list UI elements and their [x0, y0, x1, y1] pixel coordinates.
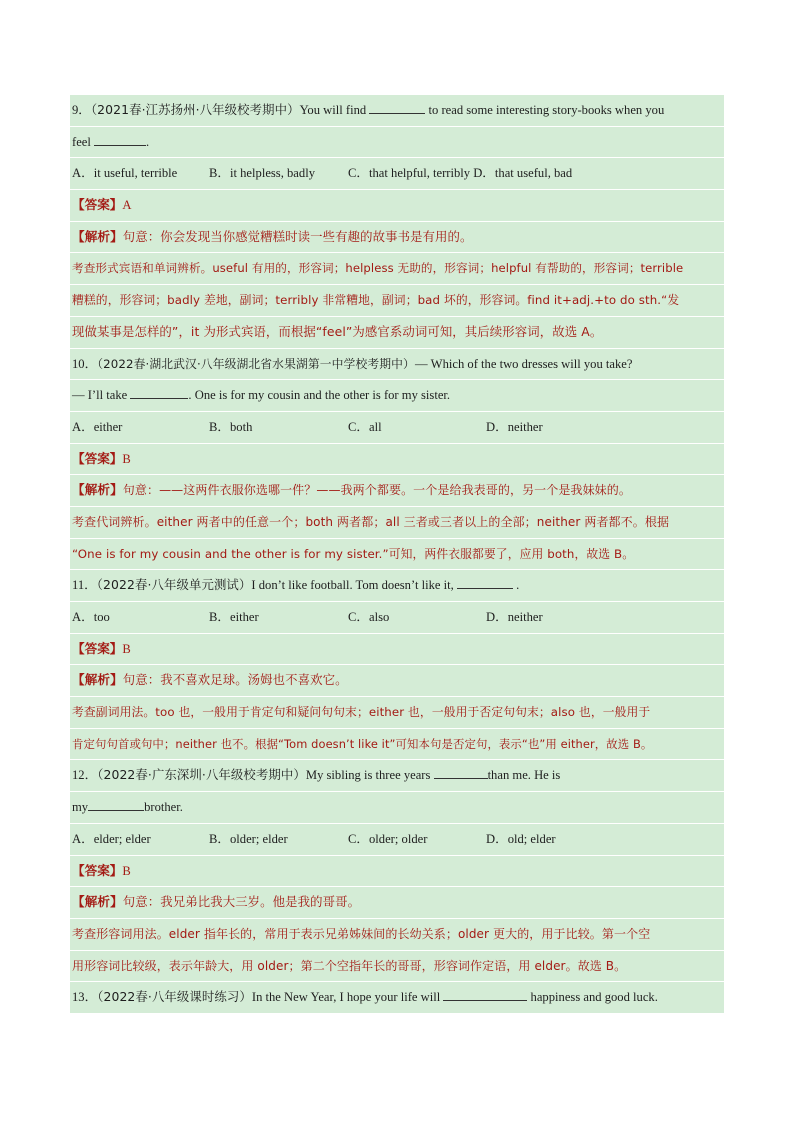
answer-value: A: [122, 198, 132, 213]
question-9-analysis-4: [70, 317, 724, 349]
stem-text: My sibling is three years: [305, 768, 431, 783]
question-12-analysis-2: [70, 919, 724, 951]
stem-text: to read some interesting story-books when you: [428, 103, 665, 117]
question-11-answer: [70, 634, 724, 666]
question-10-analysis-2: [70, 507, 724, 539]
stem-text: than me. He is: [487, 768, 561, 783]
question-9-options: [70, 158, 724, 190]
option-c-d: C．that helpful, terribly D．that useful, bad: [348, 166, 573, 181]
question-10-answer: [70, 444, 724, 476]
analysis-text: 现做某事是怎样的”，it 为形式宾语，而根据“feel”为感官系动词可知，其后续形容词，故选 A。: [72, 323, 603, 339]
question-9-analysis-2: [70, 253, 724, 285]
answer-tag: 【答案】: [72, 450, 123, 466]
question-number: 13．: [72, 990, 98, 1005]
stem-text: happiness and good luck.: [530, 990, 658, 1005]
question-11-analysis-1: [70, 665, 724, 697]
stem-text: brother.: [144, 800, 183, 815]
question-source: （2022春·湖北武汉·八年级湖北省水果湖第一中学校考期中）: [97, 356, 415, 371]
answer-blank: [434, 766, 488, 779]
question-source: （2022春·八年级课时练习）: [97, 989, 252, 1005]
analysis-text: 糟糕的，形容词；badly 差地，副词；terribly 非常糟地，副词；bad 坏的，形容词。find it+adj.+to do sth.“发: [72, 293, 680, 308]
option-a: A．too: [72, 610, 110, 624]
option-a: A．either: [72, 419, 123, 434]
question-12-analysis-1: [70, 887, 724, 919]
question-source: （2021春·江苏扬州·八年级校考期中）: [90, 102, 300, 117]
option-b: B．both: [209, 419, 253, 434]
analysis-tag: 【解析】: [72, 482, 123, 498]
question-12-stem-cont: [70, 792, 724, 824]
stem-text: . One is for my cousin and the other is for my sister.: [188, 388, 451, 403]
question-10-stem-cont: [70, 380, 724, 412]
question-9-stem: [70, 95, 724, 127]
option-b: B．it helpless, badly: [209, 166, 315, 181]
stem-text: feel: [72, 134, 91, 149]
question-11-analysis-3: [70, 729, 724, 761]
analysis-tag: 【解析】: [72, 672, 123, 688]
answer-tag: 【答案】: [72, 197, 123, 213]
stem-text: — Which of the two dresses will you take?: [414, 356, 633, 371]
question-11-options: [70, 602, 724, 634]
option-c: C．all: [348, 419, 382, 434]
answer-value: B: [122, 863, 131, 878]
option-a: A．it useful, terrible: [72, 166, 178, 181]
answer-tag: 【答案】: [72, 640, 123, 656]
analysis-text: 考查代词辨析。either 两者中的任意一个；both 两者都；all 三者或三者以上的全部；neither 两者都不。根据: [72, 514, 670, 529]
analysis-text: 句意：你会发现当你感觉糟糕时读一些有趣的故事书是有用的。: [122, 228, 473, 244]
question-10-stem: [70, 349, 724, 381]
question-9-stem-cont: [70, 127, 724, 159]
question-12-analysis-3: [70, 951, 724, 983]
analysis-text: “One is for my cousin and the other is for my sister.”可知，两件衣服都要了，应用 both，故选 B。: [72, 546, 635, 561]
question-9-analysis-1: [70, 222, 724, 254]
analysis-text: 考查副词用法。too 也，一般用于肯定句和疑问句句末；either 也，一般用于否定句句末；also 也，一般用于: [72, 705, 651, 720]
question-number: 9．: [72, 103, 91, 117]
stem-text: my: [72, 800, 89, 815]
answer-blank: [443, 988, 527, 1001]
question-10-analysis-1: [70, 475, 724, 507]
analysis-text: 肯定句句首或句中；neither 也不。根据“Tom doesn’t like it”可知本句是否定句，表示“也”用 either，故选 B。: [72, 736, 653, 751]
option-d: D．neither: [486, 610, 543, 624]
question-number: 12．: [72, 768, 98, 783]
stem-text: I don’t like football. Tom doesn’t like it,: [251, 578, 454, 593]
question-12-answer: [70, 856, 724, 888]
analysis-tag: 【解析】: [72, 228, 123, 244]
option-c: C．older; older: [348, 831, 428, 846]
question-number: 10．: [72, 356, 98, 371]
stem-text: — I’ll take: [72, 388, 128, 403]
answer-blank: [88, 798, 144, 811]
option-d: D．neither: [486, 419, 543, 434]
option-c: C．also: [348, 610, 390, 624]
stem-text: You will find: [299, 103, 367, 117]
stem-text: In the New Year, I hope your life will: [251, 990, 441, 1005]
answer-blank: [369, 101, 425, 114]
answer-tag: 【答案】: [72, 862, 123, 878]
analysis-text: 考查形容词用法。elder 指年长的，常用于表示兄弟姊妹间的长幼关系；older 更大的，用于比较。第一个空: [72, 926, 651, 941]
analysis-text: 句意：——这两件衣服你选哪一件？——我两个都要。一个是给我表哥的，另一个是我妹妹的。: [122, 483, 631, 498]
analysis-text: 句意：我兄弟比我大三岁。他是我的哥哥。: [122, 894, 361, 910]
question-source: （2022春·广东深圳·八年级校考期中）: [97, 767, 306, 783]
answer-blank: [457, 576, 513, 589]
option-d: D．old; elder: [486, 831, 556, 846]
question-source: （2022春·八年级单元测试）: [96, 577, 252, 593]
question-9-answer: [70, 190, 724, 222]
analysis-text: 用形容词比较级，表示年龄大，用 older；第二个空指年长的哥哥，形容词作定语，用 elder。故选 B。: [72, 958, 627, 973]
option-a: A．elder; elder: [72, 831, 151, 846]
option-b: B．either: [209, 610, 259, 624]
answer-value: B: [122, 451, 131, 466]
analysis-text: 考查形式宾语和单词辨析。useful 有用的，形容词；helpless 无助的，形容词；helpful 有帮助的，形容词；terrible: [72, 261, 684, 276]
answer-blank: [130, 386, 188, 399]
question-document: [70, 95, 724, 1014]
analysis-tag: 【解析】: [72, 894, 123, 910]
question-11-stem: [70, 570, 724, 602]
question-12-stem: [70, 760, 724, 792]
option-b: B．older; elder: [209, 831, 288, 846]
question-13-stem: [70, 982, 724, 1014]
stem-text: .: [516, 578, 520, 593]
question-9-analysis-3: [70, 285, 724, 317]
question-10-options: [70, 412, 724, 444]
answer-value: B: [122, 641, 131, 656]
question-11-analysis-2: [70, 697, 724, 729]
answer-blank: [94, 133, 146, 146]
question-10-analysis-3: [70, 539, 724, 571]
question-number: 11．: [72, 578, 97, 593]
question-12-options: [70, 824, 724, 856]
analysis-text: 句意：我不喜欢足球。汤姆也不喜欢它。: [122, 672, 348, 688]
stem-text: .: [146, 134, 150, 149]
